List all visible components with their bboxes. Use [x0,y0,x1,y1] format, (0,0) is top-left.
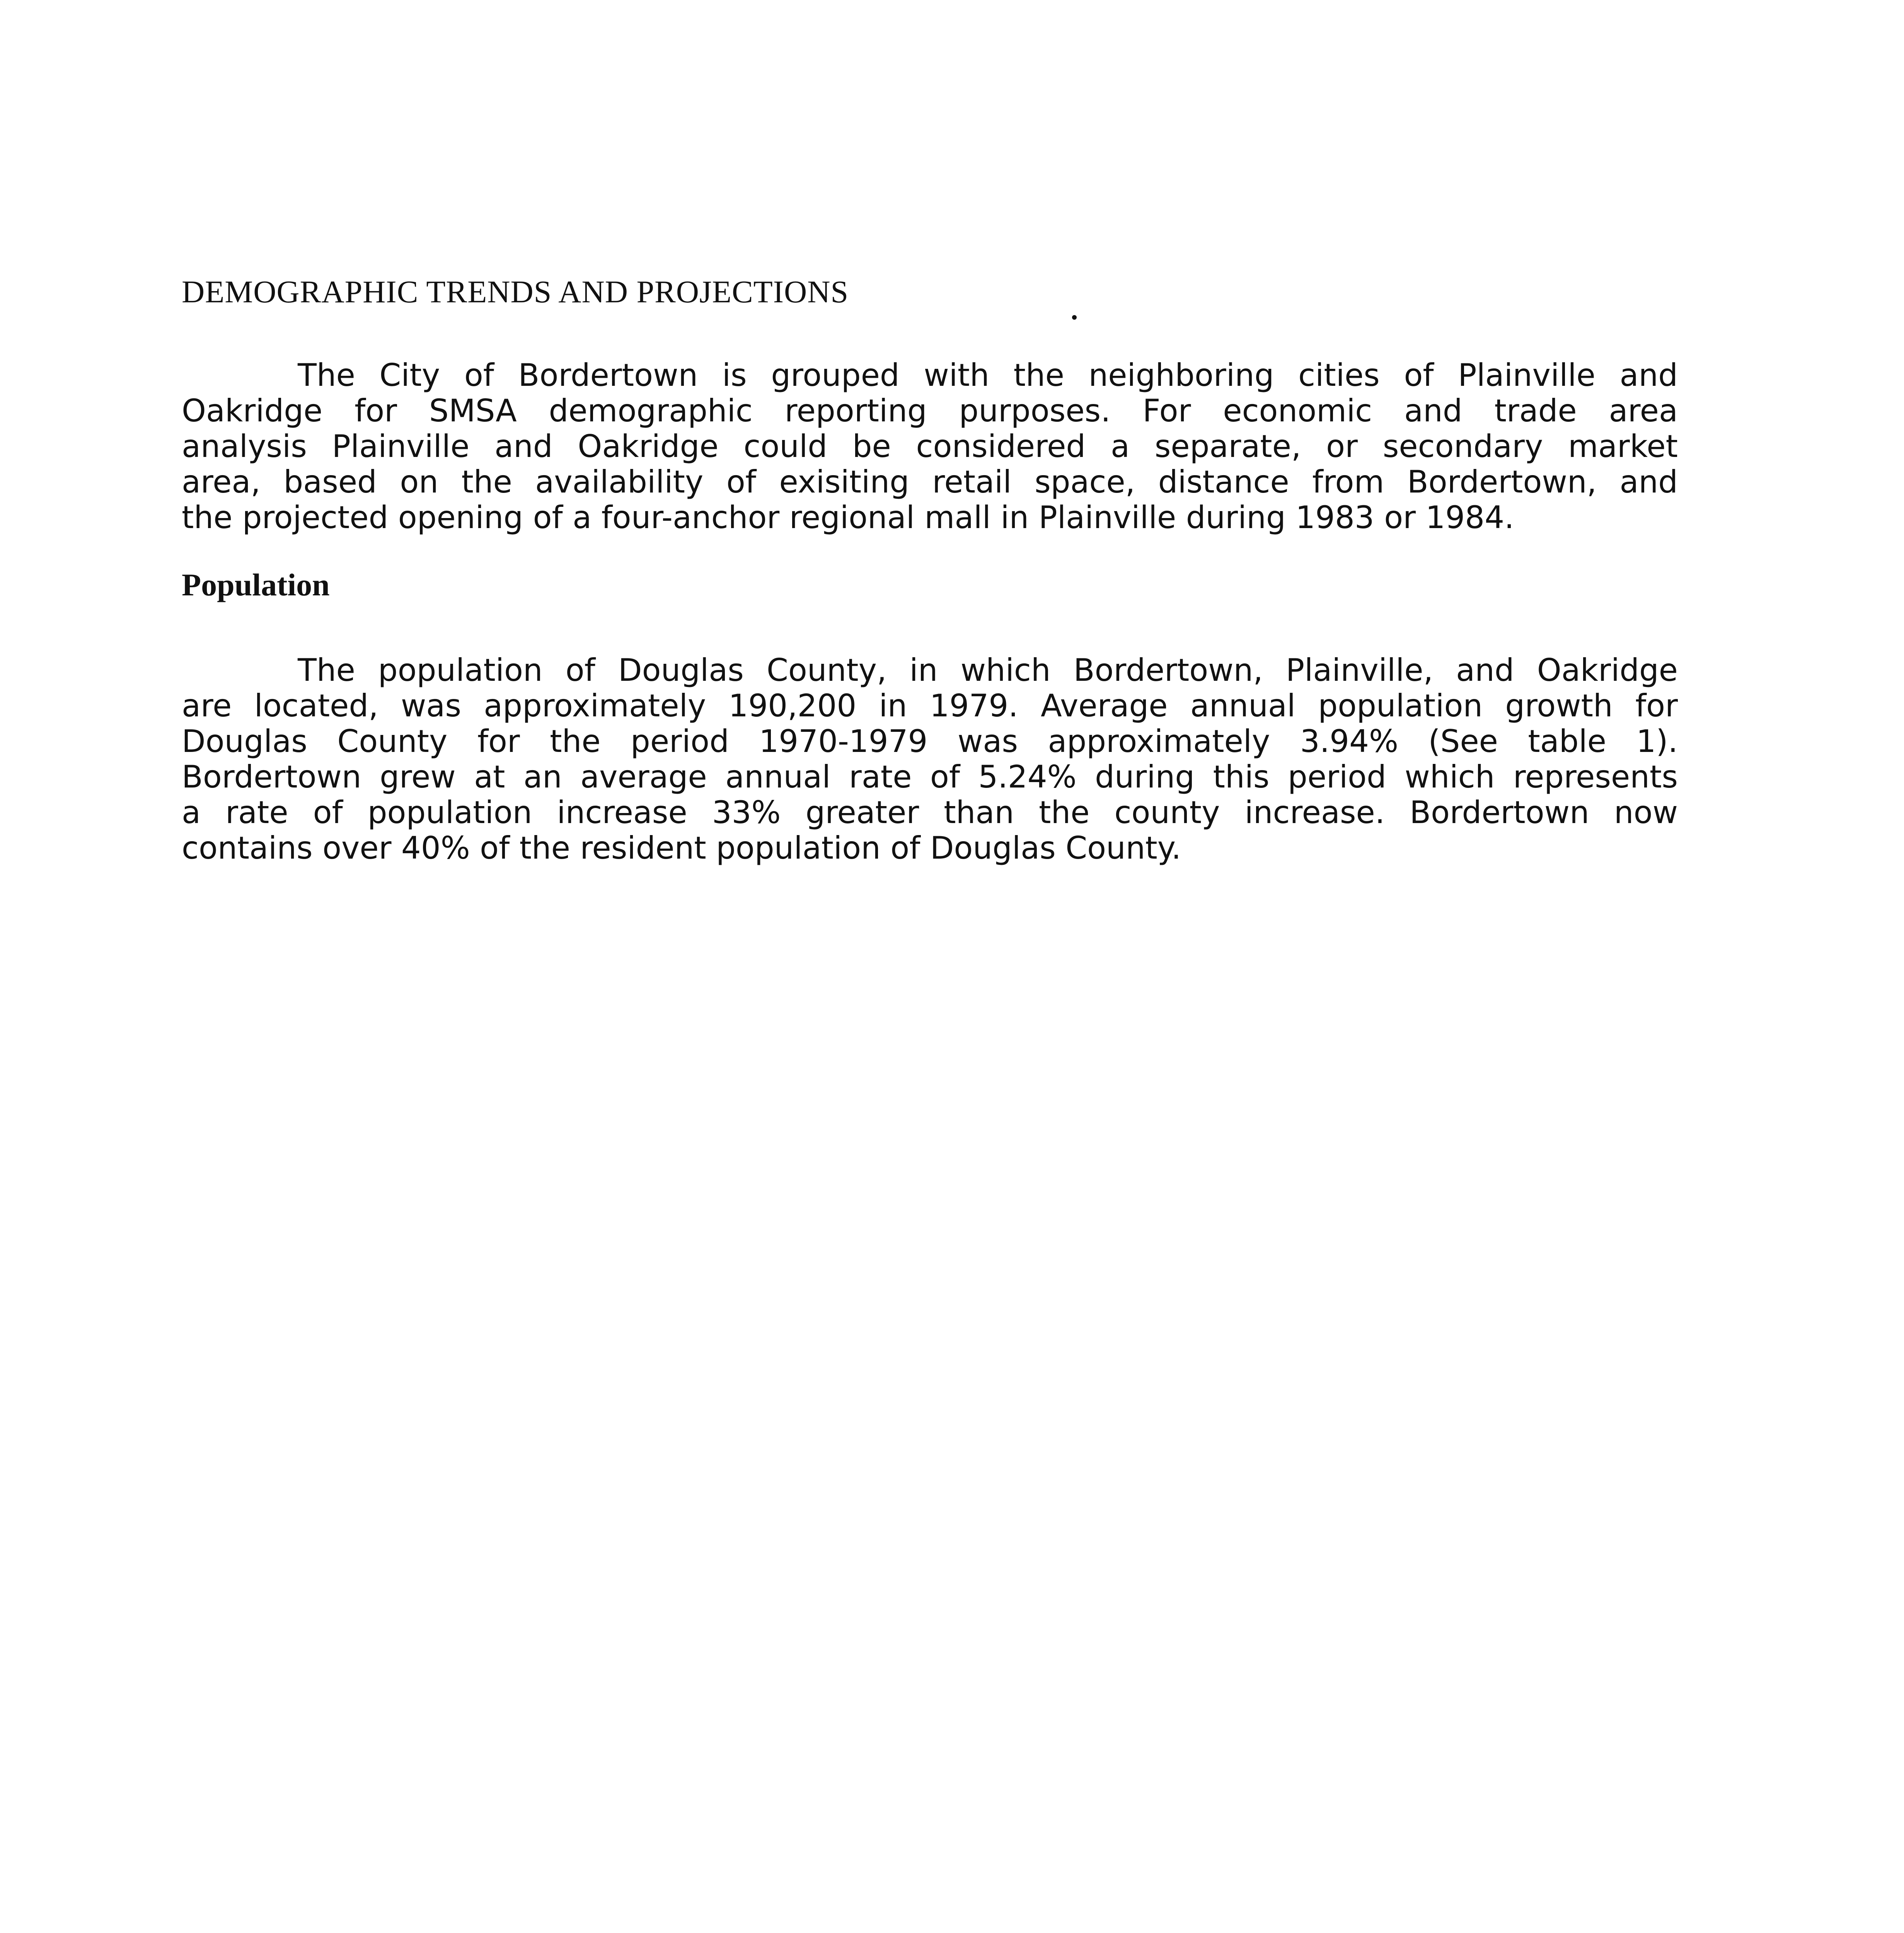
paragraph-line: are located, was approximately 190,200 in 1979. Average annual population growth for [182,688,1678,724]
paragraph-line: Bordertown grew at an average annual rate of 5.24% during this period which represents [182,759,1678,795]
paragraph-line: area, based on the availability of exisiting retail space, distance from Bordertown, and [182,464,1678,500]
section-heading: DEMOGRAPHIC TRENDS AND PROJECTIONS [182,274,849,309]
paragraph-line: The City of Bordertown is grouped with the neighboring cities of Plainville and [298,357,1678,393]
paragraph-line: Oakridge for SMSA demographic reporting purposes. For economic and trade area [182,393,1678,429]
paragraph-line: contains over 40% of the resident population of Douglas County. [182,830,1181,866]
stray-mark [1072,315,1077,320]
population-subheading: Population [182,567,330,602]
population-paragraph [182,653,1678,866]
intro-paragraph [182,358,1678,535]
paragraph-line: the projected opening of a four-anchor regional mall in Plainville during 1983 or 1984. [182,499,1514,535]
paragraph-line: The population of Douglas County, in which Bordertown, Plainville, and Oakridge [298,652,1678,688]
paragraph-line: analysis Plainville and Oakridge could be considered a separate, or secondary market [182,428,1678,464]
paragraph-line: Douglas County for the period 1970-1979 was approximately 3.94% (See table 1). [182,723,1678,759]
paragraph-line: a rate of population increase 33% greater than the county increase. Bordertown now [182,794,1678,830]
